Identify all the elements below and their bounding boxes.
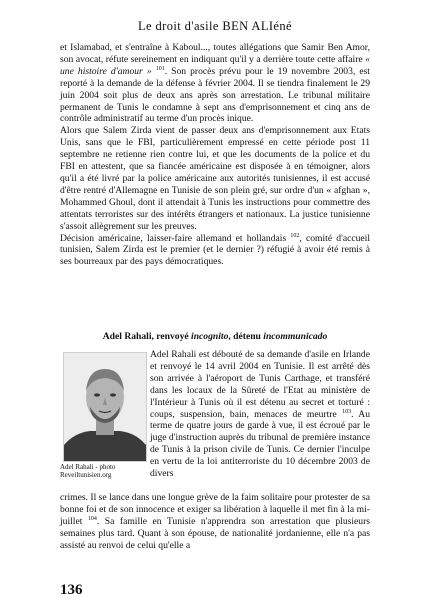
heading-run: Adel Rahali, renvoyé bbox=[102, 331, 192, 342]
caption-line: Adel Rahali - photo bbox=[60, 463, 116, 471]
body-text-top bbox=[60, 42, 370, 268]
text-run: . Au terme de quatre jours de garde à vue, il est écroué par le juge d'instruction auprès du tribunal de première instance de Tunis à la prison civile de Tunis. Ce dernier l'inculpe en vertu de la loi antiterroriste du 10 décembre 2003 de divers bbox=[150, 408, 370, 480]
body-text-bottom bbox=[60, 492, 370, 552]
page-number: 136 bbox=[60, 582, 83, 598]
footnote-ref-102: 102 bbox=[290, 232, 300, 239]
running-header: Le droit d'asile BEN ALIéné bbox=[138, 19, 292, 33]
text-run: Décision américaine, laisser-faire allemand et hollandais bbox=[60, 232, 291, 244]
heading-run: , détenu bbox=[228, 331, 264, 342]
paragraph-salem-decision bbox=[60, 233, 370, 269]
text-run: . Sa famille en Tunisie n'apprendra son arrestation que plusieurs semaines plus tard. Quant à son épouse, de nationalité jordanienne, elle n'a pas assisté au renvoi de celui qu'elle a bbox=[60, 515, 371, 551]
heading-italic: incommunicado bbox=[263, 331, 328, 342]
text-run: , comité d'accueil tunisien, Salem Zirda est le premier (et le dernier ?) réfugié à avoir été remis à ses bourreaux par des pays démocratiques. bbox=[60, 232, 370, 268]
portrait-image bbox=[64, 353, 146, 461]
portrait-photo bbox=[63, 352, 147, 462]
quote-italic: « une histoire d'amour » bbox=[60, 53, 370, 77]
text-run: . Son procès prévu pour le 19 novembre 2003, est reporté à la demande de la défense à février 2004. Il se tiendra finalement le 29 juin 2004 soit plus de deux ans après son arrestation. Le tribunal militaire permanent de Tunis le condamne à sept ans d'emprisonnement et cinq ans de contrôle administratif au terme d'un procès inique. bbox=[60, 65, 370, 125]
section-heading bbox=[60, 331, 370, 342]
body-text-beside-photo bbox=[150, 349, 370, 480]
footnote-ref-104: 104 bbox=[87, 515, 97, 522]
footnote-ref-103: 103 bbox=[342, 408, 352, 415]
text-run: et Islamabad, et s'entraîne à Kaboul..., toutes allégations que Samir Ben Amor, son avocat, réfute sereinement en indiquant qu'il y a derrière toute cette affaire bbox=[60, 42, 370, 65]
footnote-ref-101: 101 bbox=[155, 65, 165, 72]
paragraph-salem-fbi: Alors que Salem Zirda vient de passer deux ans d'emprisonnement aux Etats Unis, sans que le FBI, particulièrement empressé en cette période post 11 septembre ne retienne rien contre lui, et que les documents de la police et du FBI en attestent, que sa fiancée américaine est disposée à en témoigner, alors qu'il a été livré par la police américaine aux autorités tunisiennes, il est accusé d'être rentré d'Allemagne en Tunisie de son plein gré, sur ordre d'un « afghan », Mohammed Ghoul, dont il attendait à Tunis les instructions pour commettre des attentats terroristes sur des intérêts étrangers et nationaux. La justice tunisienne s'assoit allègrement sur les preuves. bbox=[60, 125, 370, 232]
text-run: Adel Rahali est débouté de sa demande d'asile en Irlande et renvoyé le 14 avril 2004 en Tunisie. Il est arrêté dès son arrivée à l'aéroport de Tunis Carthage, et transféré dans les locaux de la Sûreté de l'Etat au ministère de l'Intérieur à Tunis où il est détenu au secret et torturé : coups, suspension, bain, menaces de meurtre bbox=[150, 349, 370, 420]
text-run: crimes. Il se lance dans une longue grève de la faim solitaire pour protester de sa bonne foi et de son innocence et exiger sa libération à laquelle il met fin à la mi-juillet bbox=[60, 492, 370, 527]
caption-source: Reveiltunisien.org bbox=[60, 471, 112, 480]
heading-italic: incognito bbox=[191, 331, 229, 342]
paragraph-salem-trial bbox=[60, 42, 370, 125]
photo-caption bbox=[60, 463, 148, 480]
